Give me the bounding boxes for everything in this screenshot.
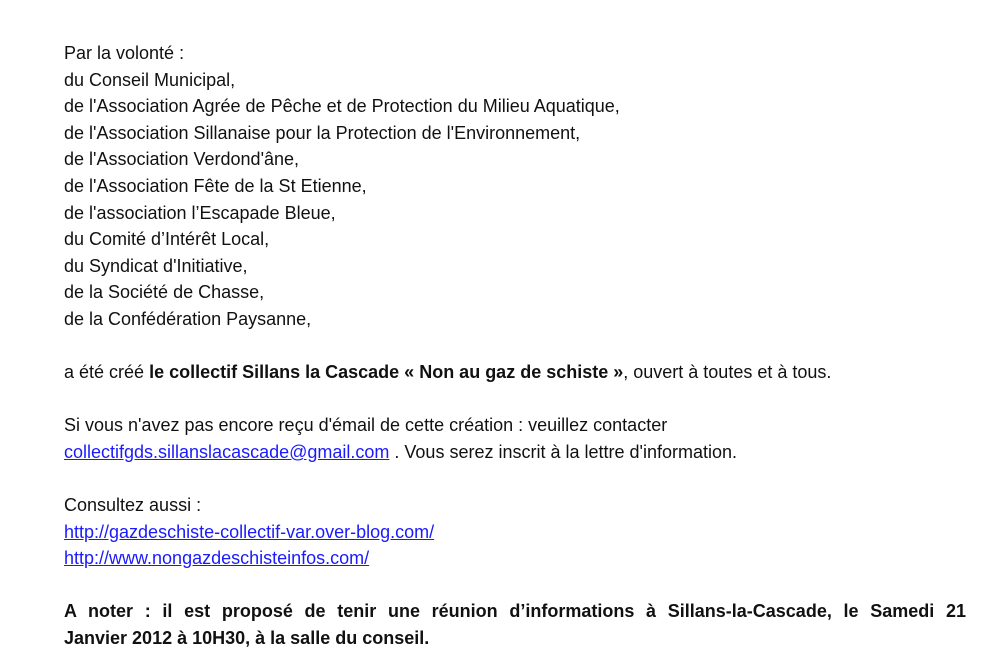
collective-name: le collectif Sillans la Cascade « Non au gaz de schiste » bbox=[149, 362, 624, 383]
paragraph-gap bbox=[64, 333, 966, 360]
intro-heading: Par la volonté : bbox=[64, 43, 185, 63]
organization-item: de la Confédération Paysanne, bbox=[64, 308, 312, 329]
organization-item: de l'Association Agrée de Pêche et de Protection du Milieu Aquatique, bbox=[64, 96, 620, 117]
organization-item: de l'association l’Escapade Bleue, bbox=[64, 202, 336, 223]
contact-instruction: Si vous n'avez pas encore reçu d'émail de cette création : veuillez contacter bbox=[64, 415, 668, 436]
organization-item: de l'Association Sillanaise pour la Protection de l'Environnement, bbox=[64, 122, 581, 143]
organization-item: du Syndicat d'Initiative, bbox=[64, 255, 248, 276]
organization-item: du Conseil Municipal, bbox=[64, 69, 236, 90]
contact-email-line bbox=[64, 439, 966, 466]
contact-email-link[interactable]: collectifgds.sillanslacascade@gmail.com bbox=[64, 441, 390, 462]
paragraph-gap bbox=[64, 572, 966, 599]
organization-item: de l'Association Fête de la St Etienne, bbox=[64, 175, 367, 196]
document-body bbox=[64, 40, 966, 652]
paragraph-gap bbox=[64, 386, 966, 413]
creation-prefix: a été créé bbox=[64, 362, 150, 383]
organization-item: de la Société de Chasse, bbox=[64, 282, 265, 303]
meeting-note-line1: A noter : il est proposé de tenir une réunion d’informations à Sillans-la-Cascade, le Samedi 21 bbox=[64, 601, 966, 622]
contact-email-followup: . Vous serez inscrit à la lettre d'information. bbox=[389, 441, 737, 462]
info-site-link[interactable]: http://www.nongazdeschisteinfos.com/ bbox=[64, 548, 370, 569]
creation-sentence bbox=[64, 359, 966, 386]
link-line bbox=[64, 545, 966, 572]
links-heading: Consultez aussi : bbox=[64, 495, 202, 516]
organization-item: du Comité d’Intérêt Local, bbox=[64, 229, 270, 250]
blog-link[interactable]: http://gazdeschiste-collectif-var.over-blog.com/ bbox=[64, 521, 435, 542]
meeting-note-line2: Janvier 2012 à 10H30, à la salle du conseil. bbox=[64, 628, 430, 649]
paragraph-gap bbox=[64, 466, 966, 493]
organization-item: de l'Association Verdond'âne, bbox=[64, 149, 300, 170]
creation-suffix: , ouvert à toutes et à tous. bbox=[623, 362, 832, 383]
link-line bbox=[64, 519, 966, 546]
